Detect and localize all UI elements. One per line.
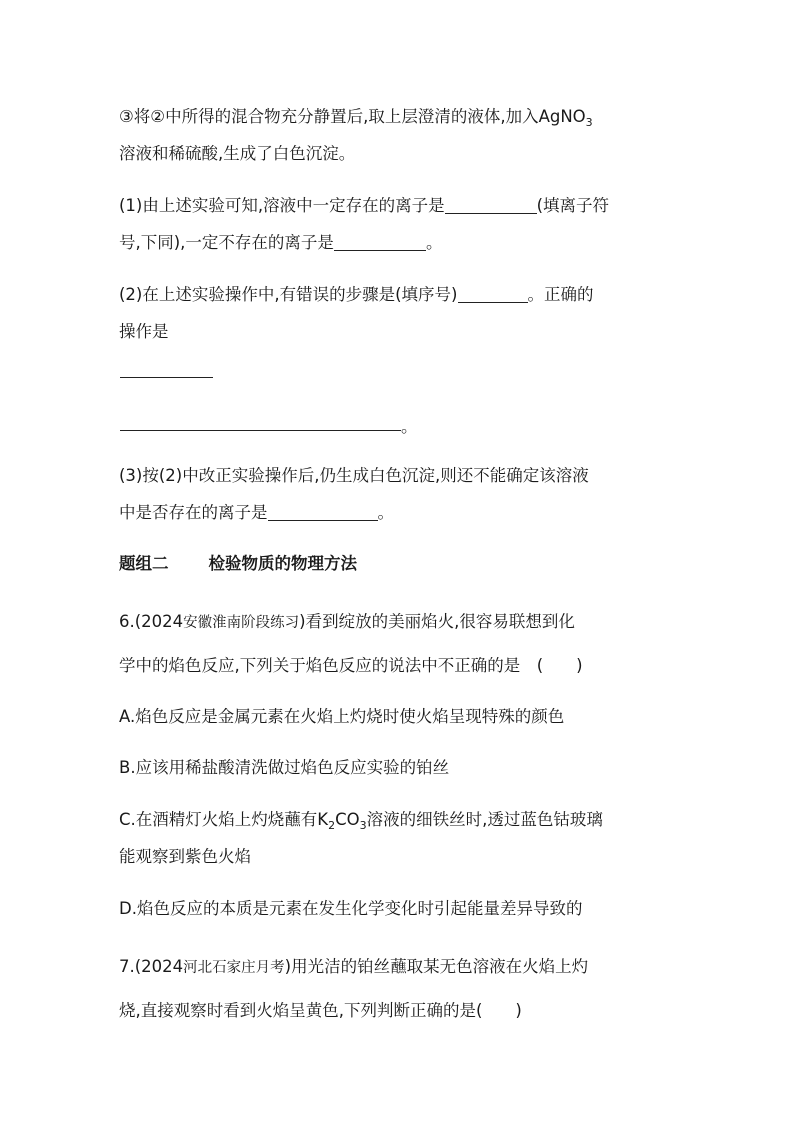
answer-blank-absent-ions[interactable]: [334, 232, 426, 251]
q7-stem-text: 用光洁的铂丝蘸取某无色溶液在火焰上灼: [291, 957, 589, 976]
q7-source: 河北石家庄月考: [183, 960, 285, 976]
q6-source: 安徽淮南阶段练习: [183, 615, 300, 631]
q6-option-d[interactable]: D.焰色反应的本质是元素在发生化学变化时引起能量差异导致的: [119, 899, 583, 918]
q6-option-c[interactable]: [119, 809, 603, 831]
q6-stem-text: 看到绽放的美丽焰火,很容易联想到化: [305, 612, 575, 631]
q6-option-b[interactable]: B.应该用稀盐酸清洗做过焰色反应实验的铂丝: [119, 758, 450, 777]
q6-option-a[interactable]: A.焰色反应是金属元素在火焰上灼烧时使火焰呈现特殊的颜色: [119, 707, 565, 726]
answer-blank-correct-operation-1[interactable]: [120, 377, 213, 378]
q5-part2-line4-end: 。: [401, 417, 418, 436]
q5-part3-end: 。: [377, 503, 394, 522]
q5-part1-line2: [119, 232, 442, 254]
q6-option-c-formula: CO: [335, 810, 360, 829]
section-title: 检验物质的物理方法: [208, 554, 357, 573]
q5-step3-text: ③将②中所得的混合物充分静置后,取上层澄清的液体,加入AgNO: [119, 107, 586, 126]
q6-number: 6.(2024: [119, 612, 184, 631]
section-heading: [119, 553, 357, 575]
q5-part1-text-post: (填离子符: [536, 196, 610, 215]
q6-option-c-text: C.在酒精灯火焰上灼烧蘸有K: [119, 810, 329, 829]
q6-option-c-line2: 能观察到紫色火焰: [119, 847, 251, 866]
q5-part1-text: (1)由上述实验可知,溶液中一定存在的离子是: [119, 196, 445, 215]
q5-part1-line2-text: 号,下同),一定不存在的离子是: [119, 233, 334, 252]
q6-line2: 学中的焰色反应,下列关于焰色反应的说法中不正确的是 ( ): [119, 656, 583, 675]
q7-number: 7.(2024: [119, 957, 184, 976]
answer-blank-correct-operation-2[interactable]: [120, 430, 401, 431]
q7-line2: 烧,直接观察时看到火焰呈黄色,下列判断正确的是( ): [119, 1001, 522, 1020]
q5-step3-line2: 溶液和稀硫酸,生成了白色沉淀。: [119, 144, 356, 163]
q7-source-close: ): [284, 957, 292, 976]
q6-source-close: ): [299, 612, 306, 631]
q6-option-c-sub2: 3: [359, 819, 367, 832]
q6-option-c-text-post: 溶液的细铁丝时,透过蓝色钴玻璃: [366, 810, 603, 829]
section-label: 题组二: [119, 554, 169, 573]
q5-step3-line1: [119, 106, 593, 128]
q7-line1: [119, 956, 588, 979]
answer-blank-present-ions[interactable]: [445, 195, 537, 214]
q5-part3-line1: (3)按(2)中改正实验操作后,仍生成白色沉淀,则还不能确定该溶液: [119, 466, 589, 485]
q5-part2-line1: [119, 284, 594, 306]
q5-part3-line2: [119, 502, 394, 524]
answer-blank-wrong-step[interactable]: [458, 284, 528, 303]
q5-step3-subscript: 3: [585, 116, 593, 129]
q6-option-c-sub1: 2: [328, 819, 336, 832]
q5-part2-line2: 操作是: [119, 322, 169, 341]
q5-part2-text-post: 。正确的: [527, 285, 594, 304]
q5-part2-text: (2)在上述实验操作中,有错误的步骤是(填序号): [119, 285, 458, 304]
q5-part3-text: 中是否存在的离子是: [119, 503, 268, 522]
answer-blank-uncertain-ions[interactable]: [268, 502, 378, 521]
q6-line1: [119, 611, 575, 634]
q5-part1-line2-end: 。: [425, 233, 443, 252]
q5-part1-line1: [119, 195, 609, 217]
